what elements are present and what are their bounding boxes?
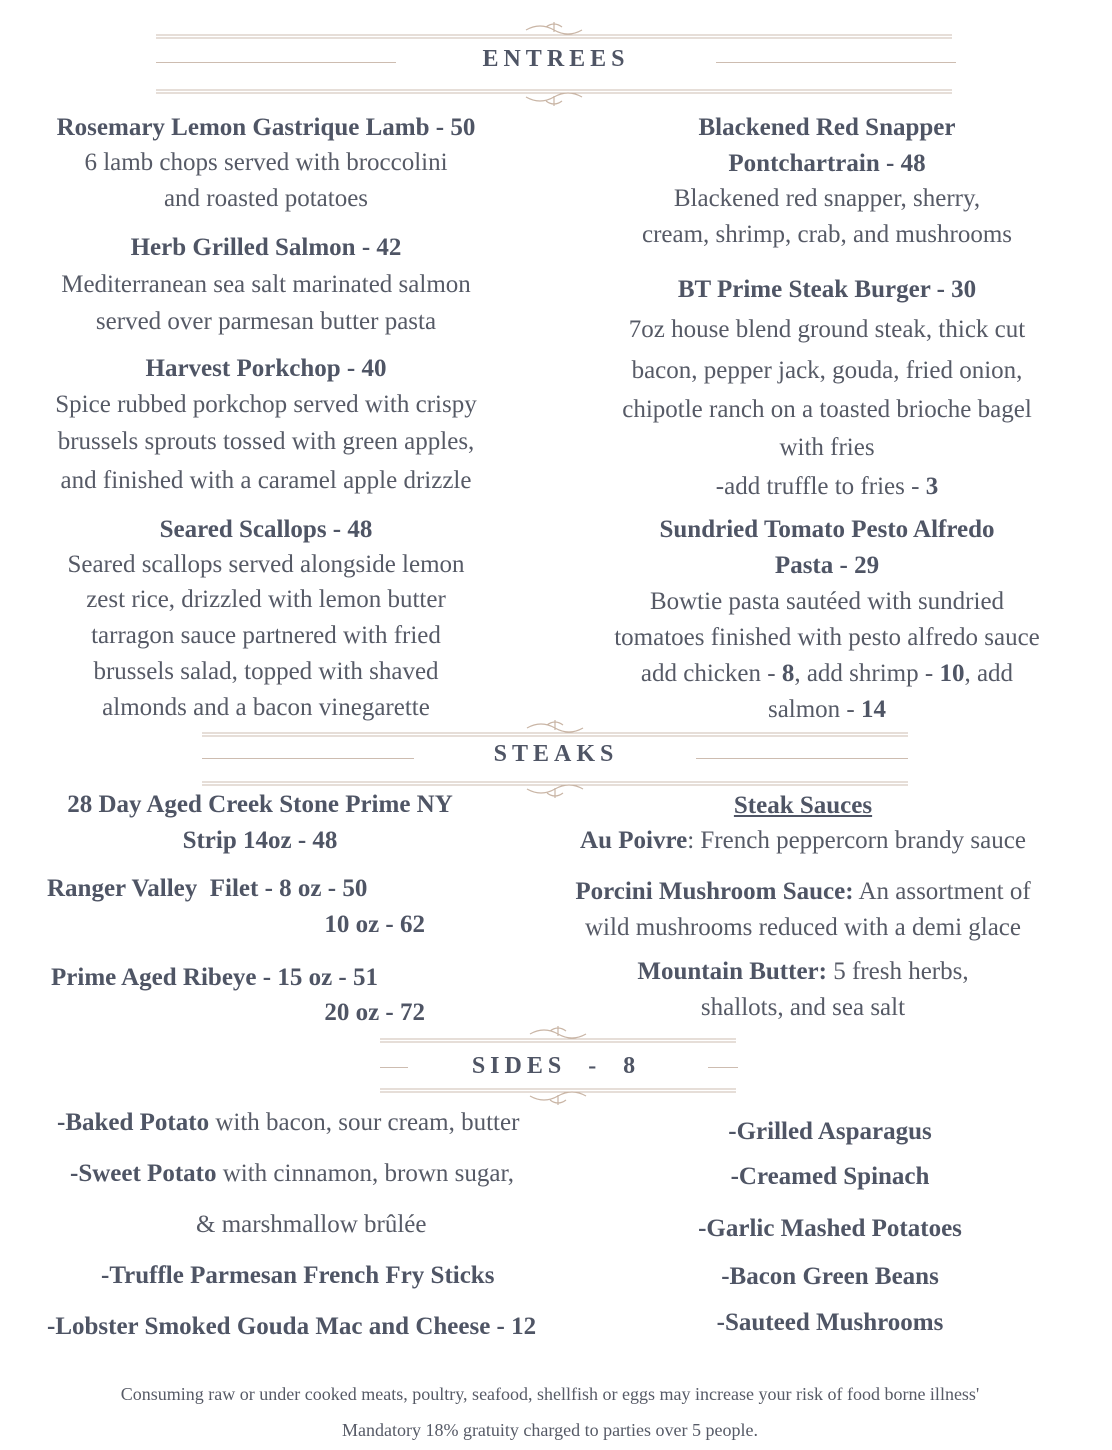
entree-desc: almonds and a bacon vinegarette	[102, 694, 430, 721]
addon-text: add chicken -	[640, 660, 782, 687]
entree-lamb	[10, 110, 522, 219]
entree-pasta	[572, 512, 1082, 728]
entree-title: Blackened Red Snapper	[698, 114, 956, 141]
entree-desc: zest rice, drizzled with lemon butter	[86, 586, 446, 613]
entree-desc: and roasted potatoes	[163, 185, 369, 212]
sauce-mountain-butter	[534, 954, 1072, 990]
entree-salmon	[10, 230, 522, 342]
sauce-name: Porcini Mushroom Sauce:	[575, 878, 854, 905]
food-safety-warning: Consuming raw or under cooked meats, poultry, seafood, shellfish or eggs may increase your risk of food borne illness'	[120, 1384, 980, 1404]
side-mashed-potatoes: -Garlic Mashed Potatoes	[698, 1215, 962, 1242]
entree-desc: brussels sprouts tossed with green apples,	[57, 428, 475, 455]
side-name: -Baked Potato	[57, 1109, 210, 1136]
entree-scallops	[10, 512, 522, 726]
side-asparagus: -Grilled Asparagus	[728, 1118, 932, 1145]
steak-title: 28 Day Aged Creek Stone Prime NY	[67, 791, 453, 818]
entree-desc: Spice rubbed porkchop served with crispy	[55, 391, 477, 418]
entree-desc: cream, shrimp, crab, and mushrooms	[641, 221, 1013, 248]
entree-porkchop	[10, 351, 522, 500]
entree-desc: chipotle ranch on a toasted brioche bagel	[622, 395, 1032, 423]
burger-addon	[572, 468, 1082, 507]
entree-title: BT Prime Steak Burger - 30	[677, 276, 977, 303]
flourish-bottom-icon	[380, 1087, 736, 1111]
pasta-addons	[572, 656, 1082, 692]
sauce-desc: wild mushrooms reduced with a demi glace	[585, 914, 1021, 941]
sauce-name: Au Poivre	[580, 827, 688, 854]
entree-desc: 6 lamb chops served with broccolini	[84, 149, 448, 176]
sauce-porcini	[534, 874, 1072, 910]
sauce-au-poivre	[534, 824, 1072, 858]
steaks-title: STEAKS	[493, 741, 619, 767]
entree-desc: served over parmesan butter pasta	[95, 308, 437, 335]
addon-price: 14	[861, 696, 887, 723]
side-mushrooms: -Sauteed Mushrooms	[716, 1309, 944, 1336]
sauce-desc: : French peppercorn brandy sauce	[687, 827, 1026, 854]
flourish-top-icon	[156, 18, 952, 40]
steak-filet: Ranger Valley Filet - 8 oz - 50	[47, 875, 368, 902]
addon-text: salmon -	[767, 696, 862, 723]
entree-title: Pasta - 29	[774, 552, 880, 579]
side-baked-potato	[57, 1109, 519, 1137]
addon-price: 10	[939, 660, 965, 687]
addon-price: 8	[781, 660, 795, 687]
flourish-top-icon	[380, 1022, 736, 1046]
sauce-desc: An assortment of	[853, 878, 1031, 905]
entree-desc: brussels salad, topped with shaved	[93, 658, 439, 685]
entree-desc: Bowtie pasta sautéed with sundried	[649, 588, 1005, 615]
steak-ribeye: Prime Aged Ribeye - 15 oz - 51	[51, 964, 379, 991]
entree-desc: and finished with a caramel apple drizzle	[60, 466, 472, 494]
steak-ribeye-alt: 20 oz - 72	[324, 999, 425, 1026]
sauce-name: Mountain Butter:	[637, 958, 827, 985]
entree-desc: bacon, pepper jack, gouda, fried onion,	[631, 357, 1023, 384]
side-desc: with cinnamon, brown sugar,	[216, 1160, 515, 1187]
entree-desc: with fries	[779, 434, 875, 461]
addon-text: -add truffle to fries -	[715, 472, 926, 500]
side-spinach: -Creamed Spinach	[730, 1163, 930, 1190]
steak-ny-strip	[10, 787, 510, 859]
entree-desc: Blackened red snapper, sherry,	[673, 185, 981, 212]
gratuity-notice: Mandatory 18% gratuity charged to parties over 5 people.	[341, 1420, 759, 1440]
side-desc: & marshmallow brûlée	[196, 1211, 427, 1238]
entree-desc: Mediterranean sea salt marinated salmon	[61, 271, 471, 298]
entree-desc: 7oz house blend ground steak, thick cut	[628, 316, 1026, 343]
entree-title: Seared Scallops - 48	[159, 516, 373, 543]
entree-desc: tomatoes finished with pesto alfredo sauce	[614, 624, 1040, 651]
steak-sauces	[534, 788, 1072, 1026]
flourish-bottom-icon	[156, 86, 952, 108]
entree-title: Sundried Tomato Pesto Alfredo	[659, 516, 995, 543]
side-lobster-mac: -Lobster Smoked Gouda Mac and Cheese - 12	[47, 1313, 537, 1340]
steak-title: Strip 14oz - 48	[182, 827, 338, 854]
addon-text: , add	[964, 660, 1014, 687]
entree-title: Rosemary Lemon Gastrique Lamb - 50	[56, 114, 476, 141]
sauces-title: Steak Sauces	[733, 792, 873, 819]
entree-burger	[572, 272, 1082, 506]
sauce-desc: 5 fresh herbs,	[826, 958, 969, 985]
sides-title: SIDES - 8	[471, 1053, 641, 1079]
flourish-top-icon	[202, 718, 908, 740]
addon-text: , add shrimp -	[794, 660, 940, 687]
side-name: -Sweet Potato	[70, 1160, 217, 1187]
side-truffle-fries: -Truffle Parmesan French Fry Sticks	[101, 1262, 495, 1289]
steak-filet-alt: 10 oz - 62	[324, 911, 425, 938]
entree-desc: tarragon sauce partnered with fried	[91, 622, 441, 649]
entree-title: Pontchartrain - 48	[728, 150, 926, 177]
entree-title: Herb Grilled Salmon - 42	[130, 234, 402, 261]
entrees-title: ENTREES	[482, 46, 630, 72]
side-desc: with bacon, sour cream, butter	[209, 1109, 520, 1136]
addon-price: 3	[925, 472, 939, 500]
side-green-beans: -Bacon Green Beans	[721, 1263, 939, 1290]
entree-desc: Seared scallops served alongside lemon	[67, 551, 465, 578]
entree-snapper	[572, 110, 1082, 255]
entree-title: Harvest Porkchop - 40	[145, 355, 387, 382]
sauce-desc: shallots, and sea salt	[700, 994, 906, 1021]
side-sweet-potato	[70, 1160, 514, 1188]
